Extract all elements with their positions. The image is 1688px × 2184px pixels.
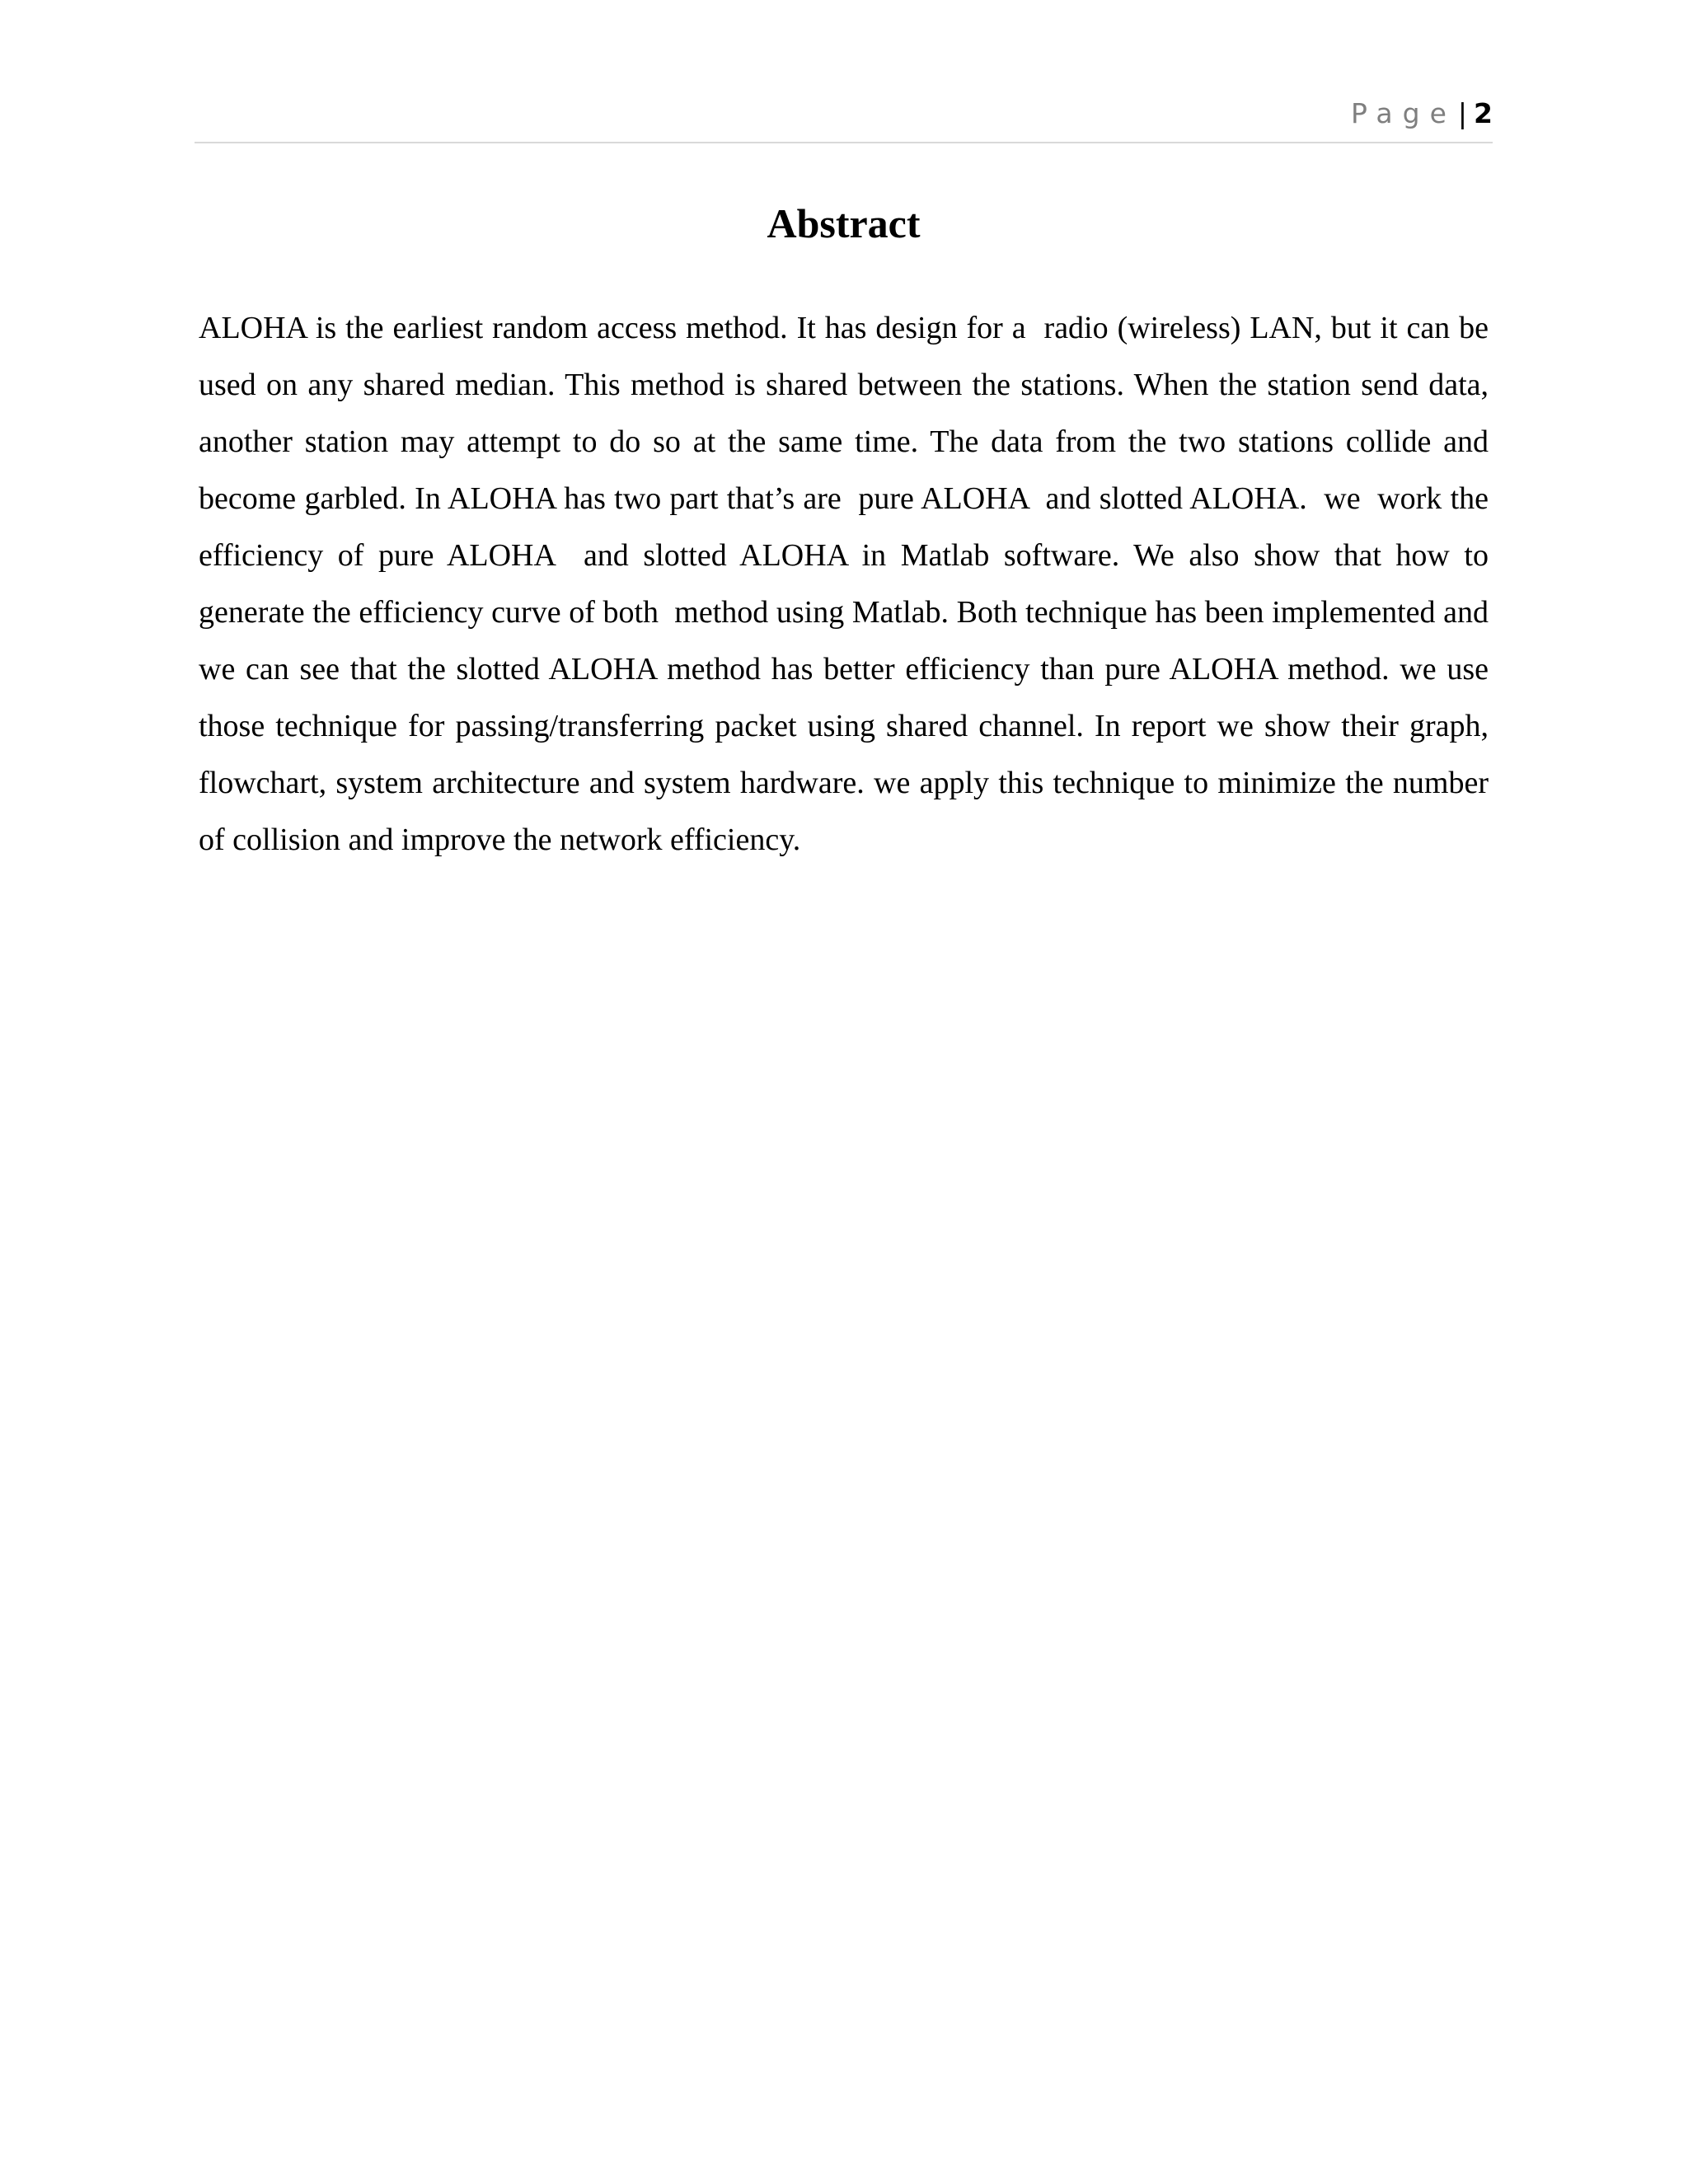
abstract-paragraph: ALOHA is the earliest random access method. It has design for a radio (wireless) LAN, but it can be used on any shared median. This method is shared between the stations. When the station send data, another station may attempt to do so at the same time. The data from the two stations collide and become garbled. In ALOHA has two part that’s are pure ALOHA and slotted ALOHA. we work the efficiency of pure ALOHA and slotted ALOHA in Matlab software. We also show that how to generate the efficiency curve of both method using Matlab. Both technique has been implemented and we can see that the slotted ALOHA method has better efficiency than pure ALOHA method. we use those technique for passing/transferring packet using shared channel. In report we show their graph, flowchart, system architecture and system hardware. we apply this technique to minimize the number of collision and improve the network efficiency.: [199, 311, 1504, 857]
page-separator: |: [1457, 97, 1468, 129]
page-number: 2: [1474, 97, 1493, 129]
document-title: Abstract: [767, 200, 921, 246]
page-word: Page: [1351, 97, 1456, 129]
page-number-label: [1351, 97, 1493, 130]
page-header: [195, 92, 1493, 143]
